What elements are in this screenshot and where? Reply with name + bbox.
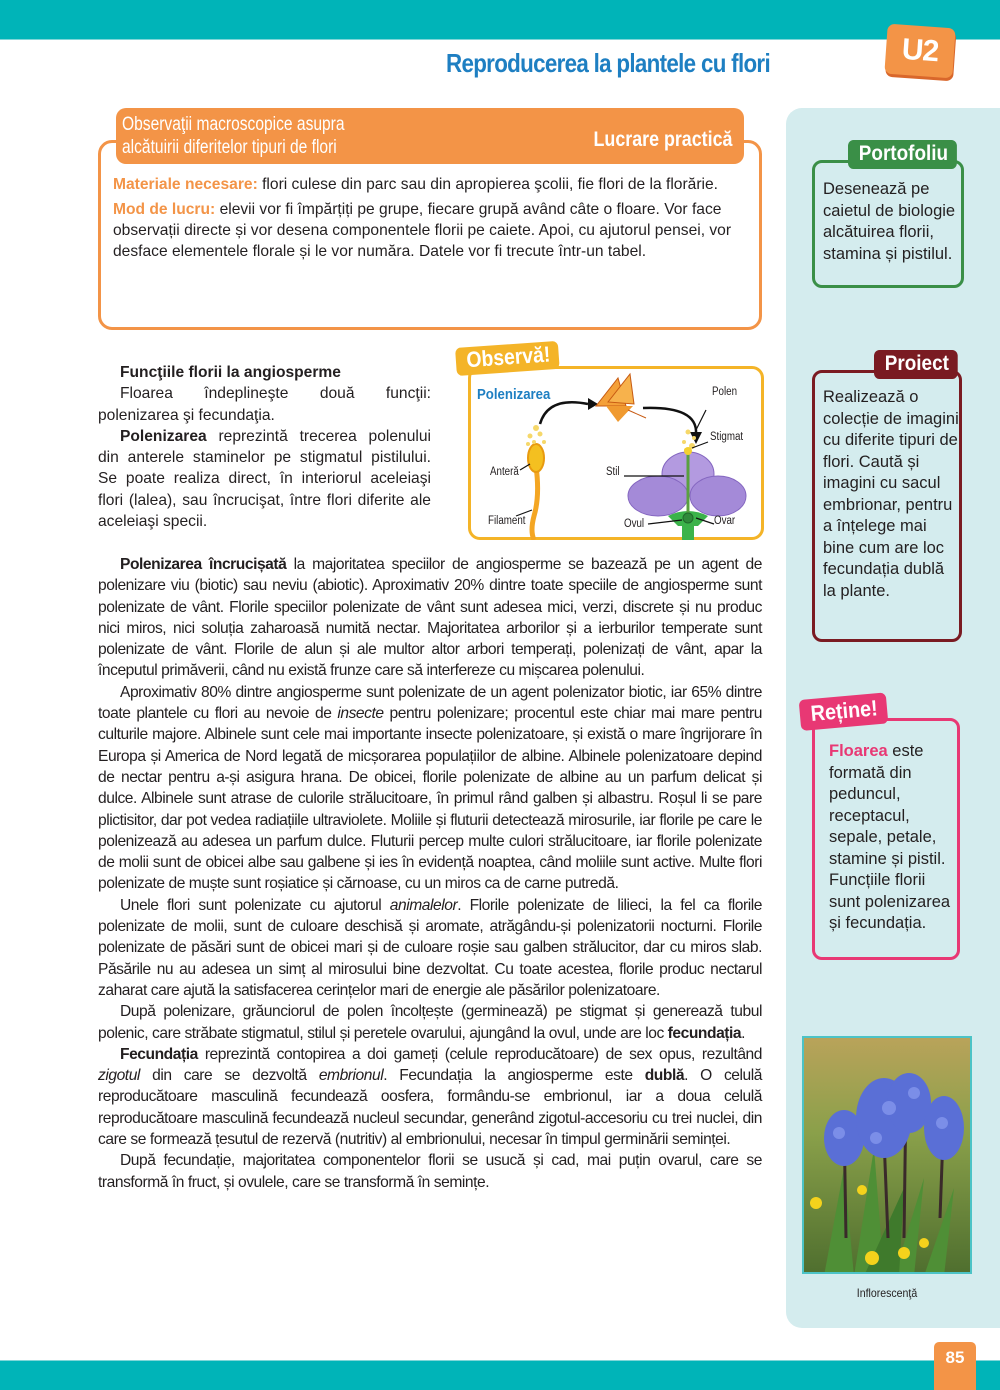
fecundation-text-c: . Fecundația la angiosperme este: [383, 1067, 645, 1085]
fecundation-text-b: din care se dezvoltă: [139, 1067, 319, 1085]
observa-tag: Observă!: [455, 341, 560, 376]
label-polen: Polen: [712, 386, 738, 398]
retine-tag: Reține!: [799, 692, 888, 730]
paragraph-fecundation: [98, 1044, 762, 1150]
paragraph-cross-pollination: [98, 554, 762, 682]
portofoliu-box: [812, 160, 964, 288]
animals-text-a: Unele flori sunt polenizate cu ajutorul: [120, 896, 390, 914]
practical-work-content: [113, 174, 753, 266]
fecundation-text-d: . O celulă reproducătoare masculină fecundează oosfera, formându-se embrionul, iar a doua celulă reproducătoare masculină fecundează nucleul secundar, generând zigotul-accesoriu cu trei nuclei, din care se formează țesutul de rezervă (nutritiv) al embrionului, necesar în timpul germinării seminței.: [98, 1067, 762, 1149]
term-pollination: Polenizarea: [120, 427, 207, 445]
biotic-text-a: Aproximativ 80% dintre angiosperme sunt polenizate de un agent polenizator biotic, iar 65% dintre toate plantele cu flori au nevoie de: [98, 683, 762, 723]
top-color-bar: [0, 0, 1000, 40]
label-ovul: Ovul: [624, 518, 645, 530]
method-label: Mod de lucru:: [113, 201, 216, 218]
term-embryo: embrionul: [318, 1067, 384, 1085]
biotic-text-b: pentru polenizare; procentul este chiar mai mare pentru culturile majore. Albinele sunt cele mai importante insecte polenizatoare, și există o mare îngrijorare în Europa și America de Nord legată de micșorarea populațiilor de albine. Albinele polenizatoare depind de nectar pentru a-și asigura hrana. De obicei, florile polenizate de albine au un parfum delicat și dulce. Albinele sunt atrase de culorile strălucitoare, în primul rând galben și albastru. Roșul li se pare plictisitor, dar pot vedea radiațiile ultraviolete. Moliile și fluturii detectează mirosurile, iar florile pe care le polenizează au adesea un parfum dulce. Fluturii percep multe culori strălucitoare, iar florile polenizate de molii sunt de obicei albe sau galbene și ies în evidență noaptea, când moliile sunt active. Multe flori polenizate de muște sunt roșiatice și cărnoase, cu un miros ca de carne putredă.: [98, 705, 762, 893]
after-pollination-text-b: .: [741, 1024, 746, 1042]
animals-text-b: . Florile polenizate de lilieci, la fel ca florile polenizate de molii, sunt de culoare deschisă și aromate, atrăgându-și polenizatorii nocturni. Florile polenizate de păsări sunt de obicei mari și de culoare roșie sau galben strălucitor, dar cu miros slab. Păsările nu au adesea un simț al mirosului bine dezvoltat. Cu toate acestea, florile produc nectarul zaharat care ajută la satisfacerea cerințelor mari de energie ale păsărilor polenizatoare.: [98, 896, 762, 999]
label-ovar: Ovar: [714, 515, 736, 527]
bottom-color-bar: [0, 1360, 1000, 1390]
paragraph-after-pollination: [98, 1001, 762, 1044]
anther-shape: [528, 444, 544, 472]
hyacinth-image-icon: [804, 1038, 972, 1274]
butterfly-shape: [596, 374, 646, 422]
retine-text: este formată din peduncul, receptacul, sepale, petale, stamine și pistil. Funcțiile florii sunt polenizarea și fecundația.: [829, 742, 951, 932]
label-filament: Filament: [488, 515, 526, 527]
portofoliu-tag: Portofoliu: [848, 140, 957, 169]
after-pollination-text-a: După polenizare, grăunciorul de polen încolțește (germinează) pe stigmat și generează tubul polenic, care străbate stigmatul, stilul și peretele ovarului, ajungând la ovul, unde are loc: [98, 1003, 762, 1042]
term-double: dublă: [644, 1067, 685, 1085]
photo-caption: Inflorescenţă: [856, 1286, 918, 1300]
article-body: [98, 554, 762, 1193]
term-zygote: zigotul: [98, 1067, 140, 1085]
materials-label: Materiale necesare:: [113, 176, 258, 193]
term-cross-pollination: Polenizarea încrucișată: [120, 556, 287, 573]
fecundation-text-a: reprezintă contopirea a doi gameți (celule reproducătoare) de sex opus, rezultând: [197, 1045, 762, 1063]
materials-paragraph: [113, 174, 753, 195]
article-intro: [98, 362, 431, 532]
portofoliu-text: Desenează pe caietul de biologie alcătuirea florii, stamina și pistilul.: [823, 180, 956, 263]
practical-work-tag: Lucrare practică: [593, 128, 732, 151]
filament-shape: [532, 466, 538, 540]
pollination-text: reprezintă trecerea polenului din anterele staminelor pe stigmatul pistilului. Se poate realiza direct, în interiorul aceleiaşi flori (lalea), sau încrucişat, între flori diferite ale aceleiaşi specii.: [98, 427, 431, 531]
paragraph-biotic: [98, 682, 762, 895]
paragraph-pollination: [98, 426, 431, 532]
term-animals: animalelor: [389, 896, 458, 914]
label-antera: Anteră: [490, 466, 519, 478]
unit-badge: U2: [884, 24, 955, 79]
label-stigmat: Stigmat: [710, 431, 744, 443]
page-number: 85: [934, 1342, 976, 1390]
paragraph-after-fecundation: După fecundație, majoritatea componentelor florii se usucă și cad, mai puțin ovarul, care se transformă în fruct, și ovulele, care se transformă în semințe.: [98, 1152, 762, 1191]
paragraph-animals: [98, 895, 762, 1001]
cross-pollination-text: la majoritatea speciilor de angiosperme se bazează pe un agent de polenizare viu (biotic) sau neviu (abiotic). Aproximativ 20% dintre toate speciile de angiosperme sunt polenizate de vânt. Florile speciilor polenizate de vânt sunt adesea mici, verzi, discrete și nu produc nici miros, nici soluția zaharoasă numită nectar. Majoritatea arborilor și a ierburilor temperate sunt polenizate de vânt. Florile de alun și ale multor altor arbori temperați, polenizați de vânt, apar la începutul primăverii, când nu există frunze care să interfereze cu mișcarea polenului.: [98, 556, 762, 680]
practical-work-header: [116, 108, 744, 164]
proiect-box: [812, 370, 962, 642]
practical-title-line2: alcătuirii diferitelor tipuri de flori: [122, 137, 337, 158]
term-insects: insecte: [337, 705, 384, 723]
label-stil: Stil: [606, 466, 620, 478]
method-text: elevii vor fi împărțiți pe grupe, fiecare grupă având câte o floare. Vor face observații directe și vor desena componentele florii pe caiete. Apoi, cu ajutorul pensei, vor desface elementele florale și le vor număra. Datele vor fi trecute într-un tabel.: [113, 201, 732, 260]
hyacinth-photo: [802, 1036, 972, 1274]
retine-box: [812, 718, 960, 960]
practical-work-title: [122, 113, 345, 159]
page-title: Reproducerea la plantele cu flori: [446, 48, 770, 78]
method-paragraph: [113, 199, 753, 262]
proiect-tag: Proiect: [874, 350, 958, 379]
paragraph-functions: Floarea îndeplineşte două funcţii: polenizarea şi fecundaţia.: [98, 385, 431, 424]
practical-title-line1: Observaţii macroscopice asupra: [122, 114, 345, 135]
term-fecundation: fecundația: [667, 1024, 742, 1042]
term-fecundation-heading: Fecundația: [120, 1045, 198, 1063]
proiect-text: Realizează o colecție de imagini cu diferite tipuri de flori. Caută și imagini cu sacul embrionar, pentru a înțelege mai bine cum are loc fecundația dublă la plante.: [823, 388, 959, 600]
diagram-title: Polenizarea: [477, 386, 551, 403]
materials-text: flori culese din parc sau din apropierea şcolii, fie flori de la florărie.: [257, 176, 719, 193]
section-heading: Funcţiile florii la angiosperme: [120, 364, 341, 381]
retine-highlight: Floarea: [829, 742, 888, 760]
